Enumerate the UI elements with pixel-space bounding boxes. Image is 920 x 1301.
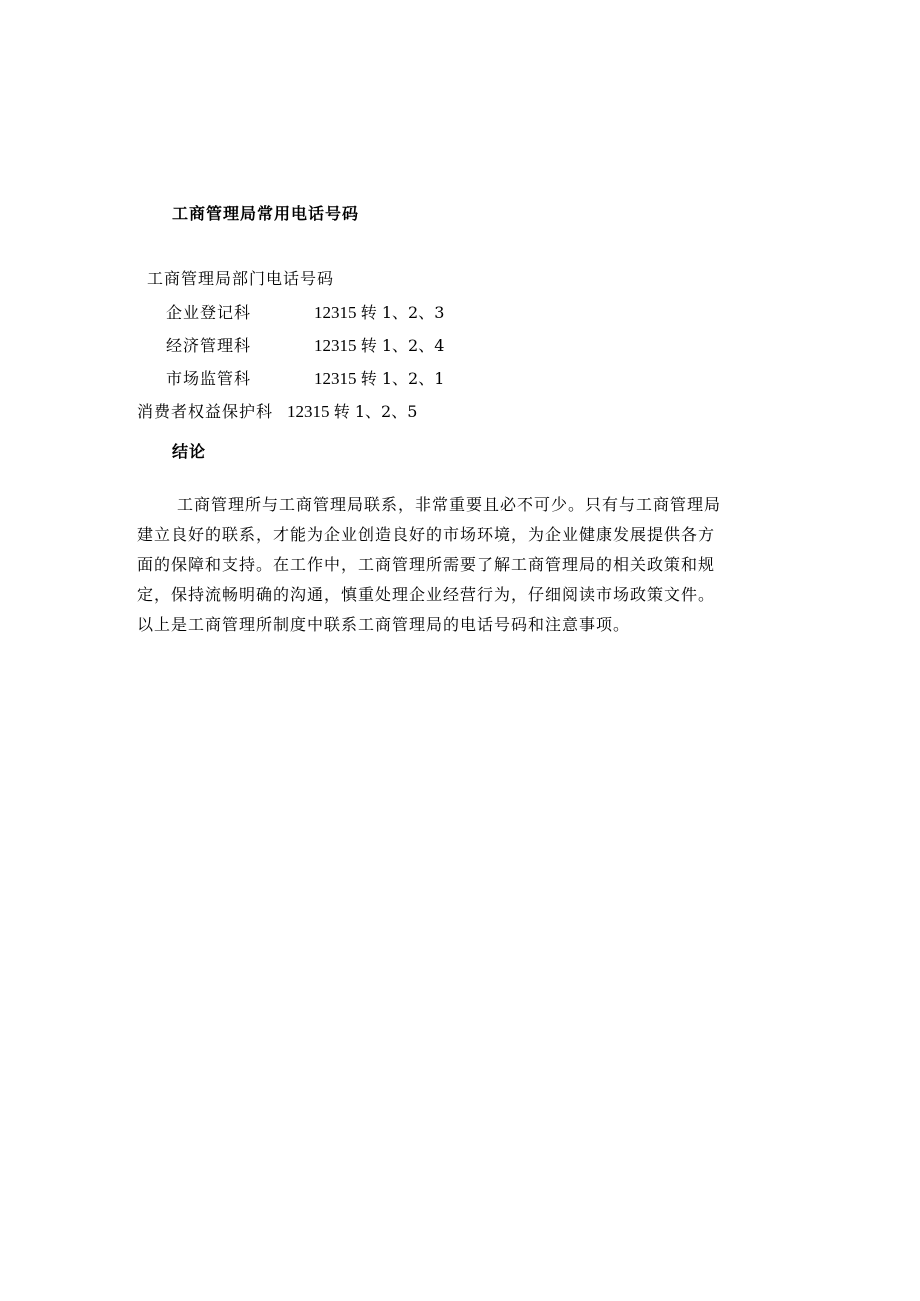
department-phone (314, 300, 444, 323)
phone-number: 12315 (287, 402, 330, 421)
paragraph-line: 定，保持流畅明确的沟通，慎重处理企业经营行为，仔细阅读市场政策文件。 (137, 585, 716, 604)
phone-extension: 转 1、2、5 (333, 402, 418, 421)
department-phone (314, 333, 444, 356)
department-phone (287, 399, 417, 422)
phone-extension: 转 1、2、4 (360, 336, 445, 355)
department-name: 市场监管科 (166, 369, 252, 388)
phone-number: 12315 (314, 369, 357, 388)
phone-number: 12315 (314, 303, 357, 322)
phone-number: 12315 (314, 336, 357, 355)
department-name: 企业登记科 (166, 303, 252, 322)
paragraph-line: 工商管理所与工商管理局联系，非常重要且必不可少。只有与工商管理局 (177, 495, 722, 514)
paragraph-line: 以上是工商管理所制度中联系工商管理局的电话号码和注意事项。 (137, 615, 631, 634)
conclusion-paragraph (137, 490, 777, 640)
document-title: 工商管理局常用电话号码 (172, 204, 360, 223)
phone-extension: 转 1、2、1 (360, 369, 445, 388)
phone-extension: 转 1、2、3 (360, 303, 445, 322)
paragraph-line: 面的保障和支持。在工作中，工商管理所需要了解工商管理局的相关政策和规 (137, 555, 716, 574)
department-name: 消费者权益保护科 (137, 402, 274, 421)
conclusion-heading: 结论 (172, 442, 207, 461)
department-phone (314, 366, 444, 389)
section-subheading: 工商管理局部门电话号码 (147, 269, 335, 288)
department-name: 经济管理科 (166, 336, 252, 355)
paragraph-line: 建立良好的联系，才能为企业创造良好的市场环境，为企业健康发展提供各方 (137, 525, 716, 544)
